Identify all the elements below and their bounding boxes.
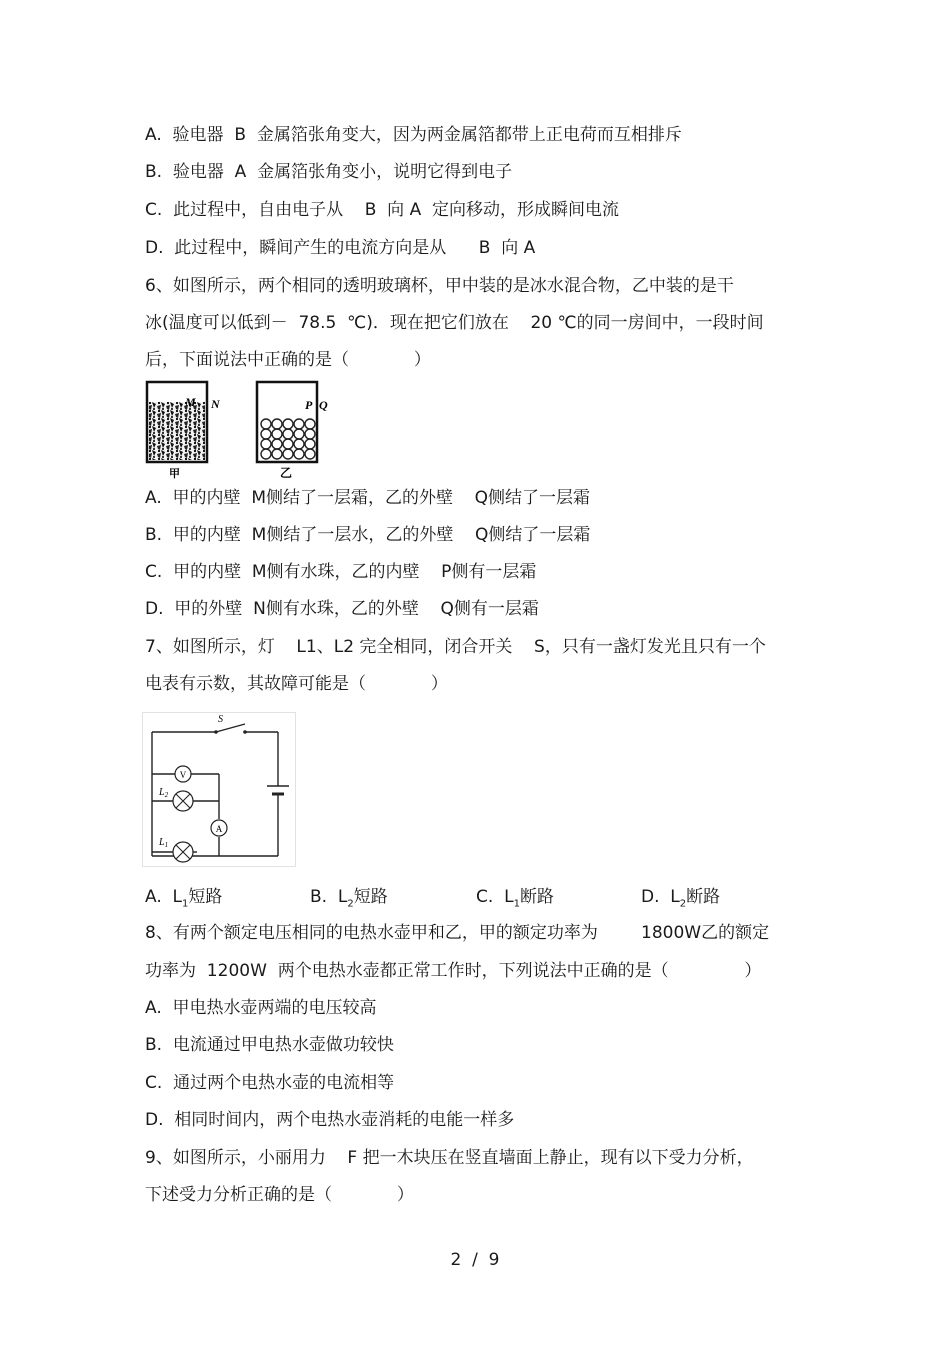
q6-option-d: D. 甲的外壁 N侧有水珠，乙的外壁 Q侧有一层霜 — [145, 599, 539, 619]
ammeter-label: A — [215, 824, 223, 834]
q7-option-d: D. $L_2$断路 — [641, 887, 721, 910]
label-jia: 甲 — [169, 467, 180, 480]
q7-stem-line-1: 7、如图所示，灯 L1、L2 完全相同，闭合开关 S，只有一盏灯发光且只有一个 — [145, 637, 766, 657]
lamp-l1-label: $L_1$ — [159, 837, 169, 849]
q5-option-a: A. 验电器 B 金属箔张角变大，因为两金属箔都带上正电荷而互相排斥 — [145, 125, 682, 145]
q7-option-b: B. $L_2$短路 — [310, 887, 388, 910]
q7-option-a: A. $L_1$短路 — [145, 887, 223, 910]
q6-option-c: C. 甲的内壁 M侧有水珠，乙的内壁 P侧有一层霜 — [145, 562, 537, 582]
q7-stem-line-2: 电表有示数，其故障可能是（ ） — [145, 674, 448, 694]
page-number: 2 / 9 — [450, 1250, 500, 1270]
label-yi: 乙 — [280, 466, 293, 480]
glass-yi — [257, 382, 317, 462]
q5-option-d: D. 此过程中，瞬间产生的电流方向是从 B 向 A — [145, 238, 536, 258]
dry-ice-pellets — [261, 419, 315, 459]
voltmeter-label: V — [179, 770, 187, 780]
q6-stem-line-3: 后，下面说法中正确的是（ ） — [145, 350, 431, 370]
glass-jia — [147, 382, 207, 462]
q7-option-c: C. $L_1$断路 — [476, 887, 554, 910]
lamp-l1-symbol — [173, 842, 193, 862]
q6-option-b: B. 甲的内壁 M侧结了一层水，乙的外壁 Q侧结了一层霜 — [145, 525, 591, 545]
q8-option-d: D. 相同时间内，两个电热水壶消耗的电能一样多 — [145, 1110, 515, 1130]
q6-stem-line-2: 冰(温度可以低到－ 78.5 ℃)．现在把它们放在 20 ℃的同一房间中，一段时间 — [145, 313, 764, 333]
q9-stem-line-2: 下述受力分析正确的是（ ） — [145, 1185, 414, 1205]
q9-stem-line-1: 9、如图所示，小丽用力 F 把一木块压在竖直墙面上静止，现有以下受力分析， — [145, 1148, 754, 1168]
lamp-l2-symbol — [173, 791, 193, 811]
label-m: M — [185, 395, 196, 409]
q5-option-b: B. 验电器 A 金属箔张角变小，说明它得到电子 — [145, 162, 513, 182]
ice-water-mixture — [149, 402, 205, 460]
q5-option-c: C. 此过程中，自由电子从 B 向 A 定向移动，形成瞬间电流 — [145, 200, 620, 220]
q8-option-a: A. 甲电热水壶两端的电压较高 — [145, 998, 377, 1018]
label-q: Q — [319, 398, 328, 412]
q7-circuit-diagram — [142, 712, 296, 867]
q8-stem-line-1: 8、有两个额定电压相同的电热水壶甲和乙，甲的额定功率为 1800W乙的额定 — [145, 923, 770, 943]
q6-option-a: A. 甲的内壁 M侧结了一层霜，乙的外壁 Q侧结了一层霜 — [145, 488, 591, 508]
q8-option-c: C. 通过两个电热水壶的电流相等 — [145, 1073, 395, 1093]
q6-glasses-figure — [143, 378, 343, 480]
q6-stem-line-1: 6、如图所示，两个相同的透明玻璃杯，甲中装的是冰水混合物，乙中装的是干 — [145, 276, 734, 296]
lamp-l2-label: $L_2$ — [159, 787, 169, 799]
q8-stem-line-2: 功率为 1200W 两个电热水壶都正常工作时，下列说法中正确的是（ ） — [145, 961, 762, 981]
label-n: N — [211, 397, 220, 411]
q8-option-b: B. 电流通过甲电热水壶做功较快 — [145, 1035, 394, 1055]
switch-label: S — [218, 714, 223, 725]
label-p: P — [305, 398, 313, 412]
